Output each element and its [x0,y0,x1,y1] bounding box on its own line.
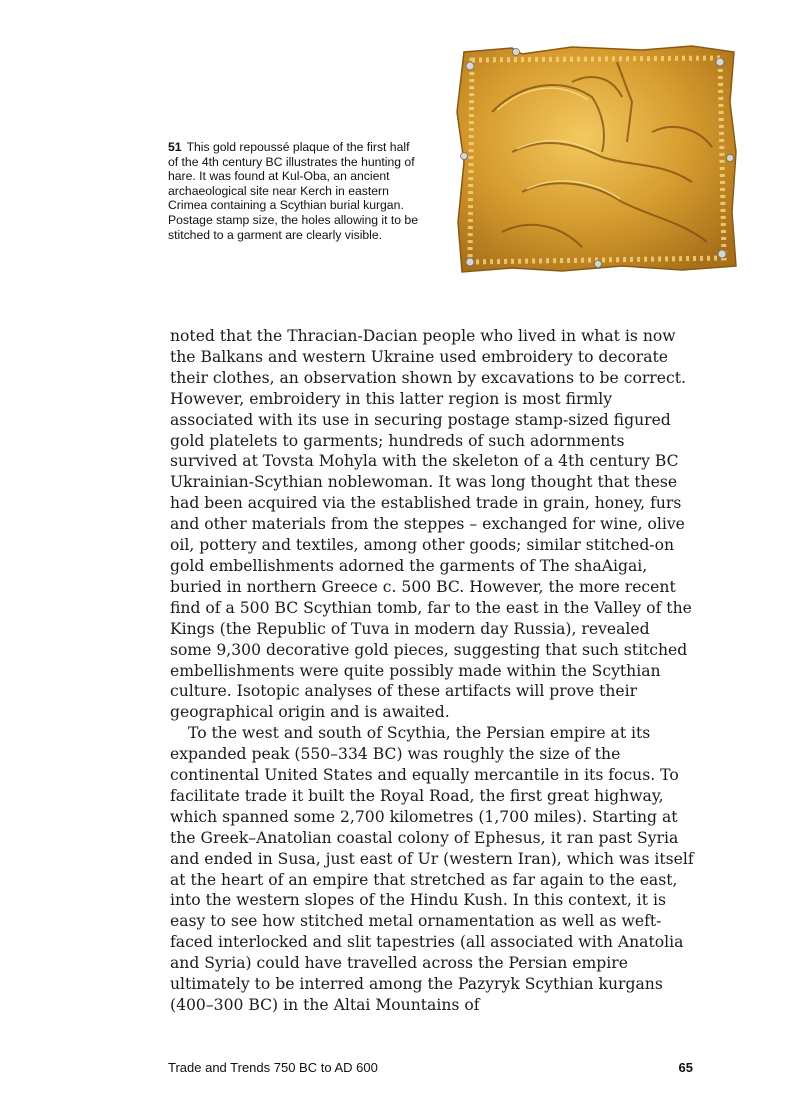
figure-caption-text: This gold repoussé plaque of the first half of the 4th century BC illustrates the hunting of hare. It was found at Kul-Oba, an ancient archaeological site near Kerch in eastern Crimea containing a Scythian burial kurgan. Postage stamp size, the holes allowing it to be stitched to a garment are clearly visible. [168,140,418,242]
gold-plaque-image [452,42,740,274]
body-text [170,326,695,1016]
page-number: 65 [678,1060,693,1075]
figure-caption [168,140,418,242]
body-paragraph: To the west and south of Scythia, the Persian empire at its expanded peak (550–334 BC) was roughly the size of the continental United States and equally mercantile in its focus. To facilitate trade it built the Royal Road, the first great highway, which spanned some 2,700 kilometres (1,700 miles). Starting at the Greek–Anatolian coastal colony of Ephesus, it ran past Syria and ended in Susa, just east of Ur (western Iran), which was itself at the heart of an empire that stretched as far again to the east, into the western slopes of the Hindu Kush. In this context, it is easy to see how stitched metal ornamentation as well as weft-faced interlocked and slit tapestries (all associated with Anatolia and Syria) could have travelled across the Persian empire ultimately to be interred among the Pazyryk Scythian kurgans (400–300 BC) in the Altai Mountains of [170,724,694,1014]
figure-number: 51 [168,140,182,154]
body-paragraph: noted that the Thracian-Dacian people who lived in what is now the Balkans and western Ukraine used embroidery to decorate their clothes, an observation shown by excavations to be correct. However, embroidery in this latter region is most firmly associated with its use in securing postage stamp-sized figured gold platelets to garments; hundreds of such adornments survived at Tovsta Mohyla with the skeleton of a 4th century BC Ukrainian-Scythian noblewoman. It was long thought that these had been acquired via the established trade in grain, honey, furs and other materials from the steppes – exchanged for wine, olive oil, pottery and textiles, among other goods; similar stitched-on gold embellishments adorned the garments of The shaAigai, buried in northern Greece c. 500 BC. However, the more recent find of a 500 BC Scythian tomb, far to the east in the Valley of the Kings (the Republic of Tuva in modern day Russia), revealed some 9,300 decorative gold pieces, suggesting that such stitched embellishments were quite possibly made within the Scythian culture. Isotopic analyses of these artifacts will prove their geographical origin and is awaited. [170,327,692,722]
running-title: Trade and Trends 750 BC to AD 600 [168,1060,378,1075]
plaque-body [457,46,736,272]
page-footer [168,1060,693,1075]
